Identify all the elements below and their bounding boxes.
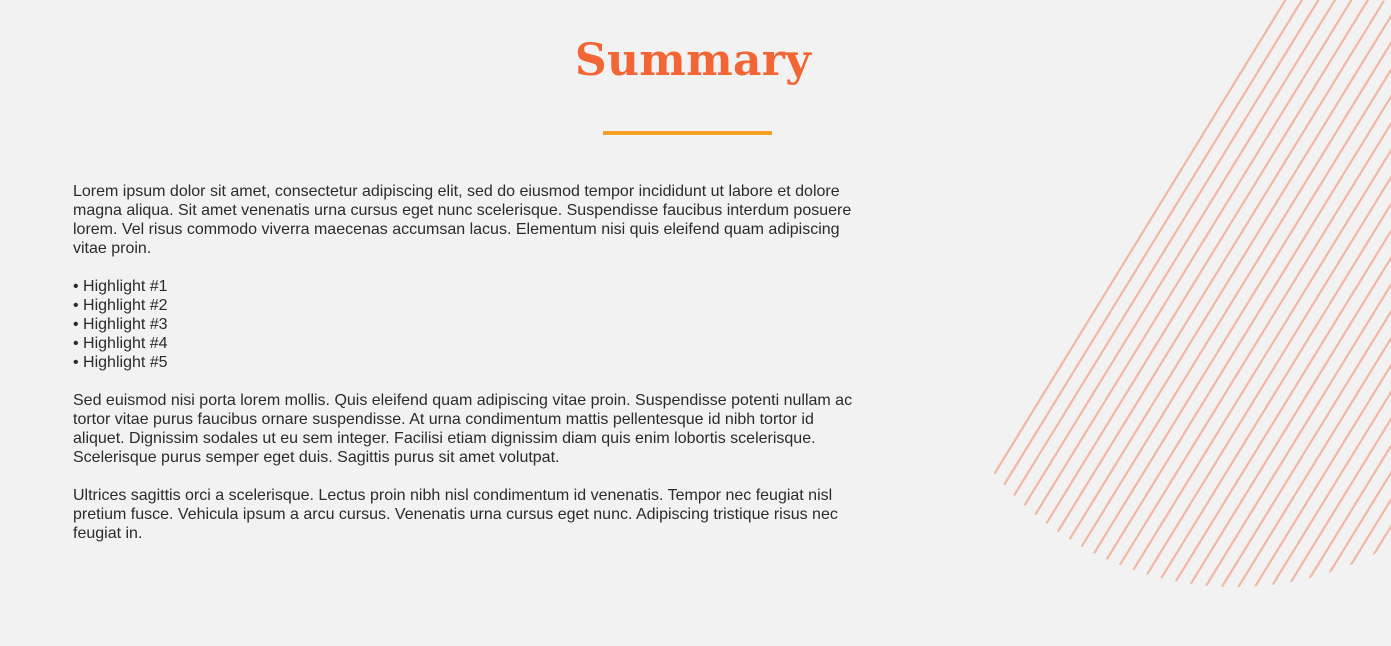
- stripe-line: [996, 0, 1391, 646]
- summary-body: [73, 182, 863, 562]
- highlight-item: • Highlight #4: [73, 334, 863, 353]
- stripe-line: [979, 0, 1391, 646]
- highlight-item: • Highlight #1: [73, 277, 863, 296]
- title-underline: [603, 131, 772, 135]
- highlights-list: [73, 277, 863, 372]
- second-paragraph: Sed euismod nisi porta lorem mollis. Quis eleifend quam adipiscing vitae proin. Suspendisse potenti nullam ac tortor vitae purus faucibus ornare suspendisse. At urna condimentum mattis pellentesque id nibh tortor id aliquet. Dignissim sodales ut eu sem integer. Facilisi etiam dignissim diam quis enim lobortis scelerisque. Scelerisque purus semper eget duis. Sagittis purus sit amet volutpat.: [73, 392, 853, 466]
- highlight-item: • Highlight #5: [73, 353, 863, 372]
- stripe-line: [1029, 0, 1391, 646]
- intro-paragraph: Lorem ipsum dolor sit amet, consectetur adipiscing elit, sed do eiusmod tempor incididunt ut labore et dolore magna aliqua. Sit amet venenatis urna cursus eget nunc scelerisque. Suspendisse faucibus interdum posuere lorem. Vel risus commodo viverra maecenas accumsan lacus. Elementum nisi quis eleifend quam adipiscing vitae proin.: [73, 183, 852, 257]
- page-title: Summary: [574, 35, 812, 86]
- highlight-item: • Highlight #2: [73, 296, 863, 315]
- highlight-item: • Highlight #3: [73, 315, 863, 334]
- third-paragraph: Ultrices sagittis orci a scelerisque. Lectus proin nibh nisl condimentum id venenatis. Tempor nec feugiat nisl pretium fusce. Vehicula ipsum a arcu cursus. Venenatis urna cursus eget nunc. Adipiscing tristique risus nec feugiat in.: [73, 487, 838, 542]
